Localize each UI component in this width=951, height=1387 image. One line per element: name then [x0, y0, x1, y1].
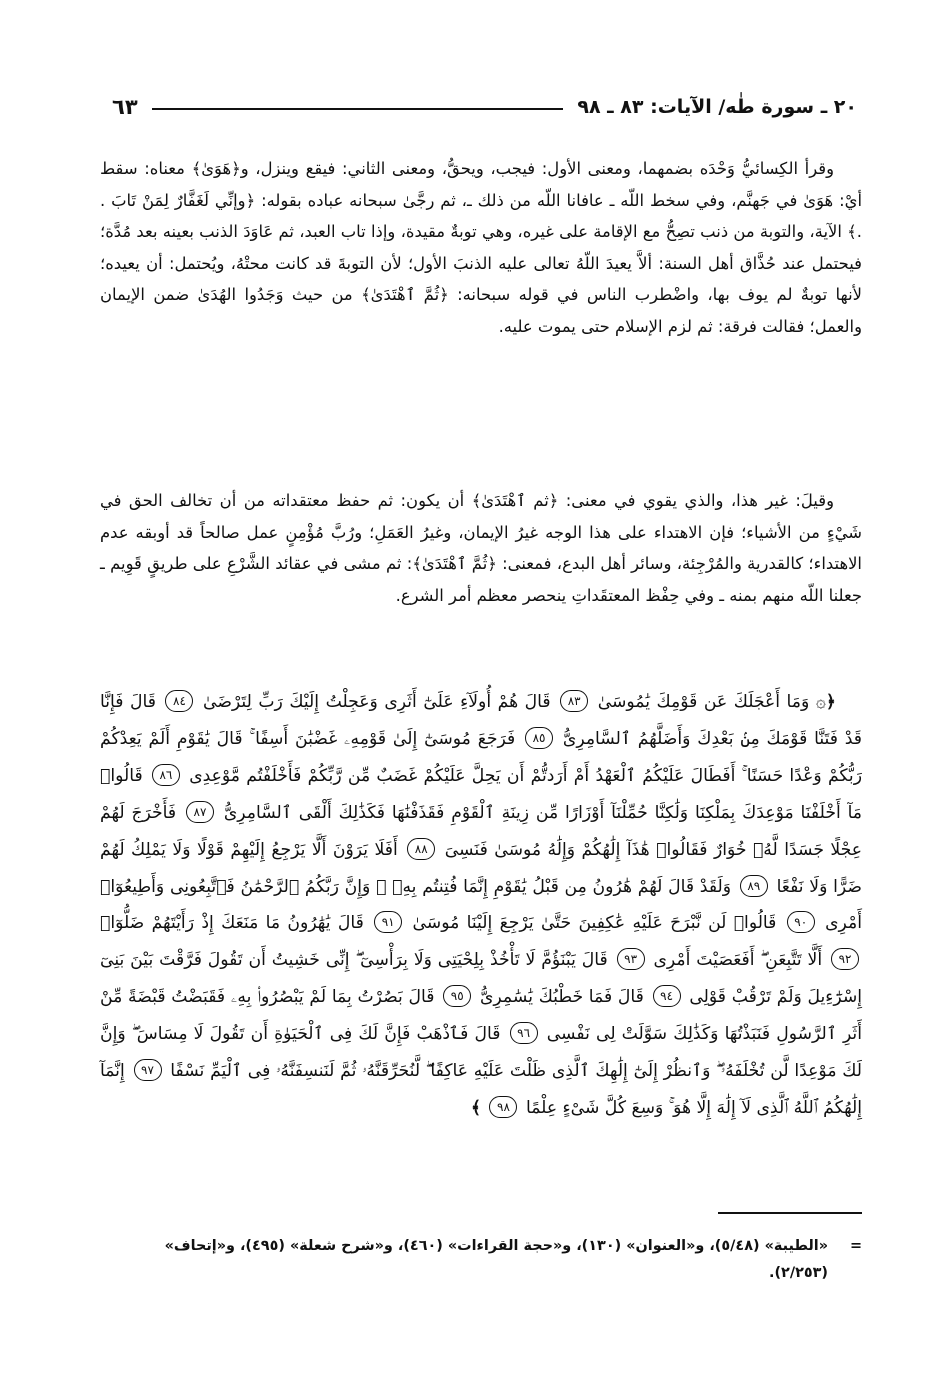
ayah-text: أَلَّا تَتَّبِعَنِ ۖ أَفَعَصَيْتَ أَمْرِى	[653, 950, 823, 971]
ayah-text: قَالَ فَٱذْهَبْ فَإِنَّ لَكَ فِى ٱلْحَيَوٰةِ أَن تَقُولَ لَا مِسَاسَ ۖ وَإِنَّ لَكَ مَوْعِدًا لَّن تُخْلَفَهُۥ ۖ وَٱنظُرْ إِلَىٰٓ إِلَٰهِكَ ٱلَّذِى ظَلْتَ عَلَيْهِ عَاكِفًا ۖ لَّنُحَرِّقَنَّهُۥ ثُمَّ لَنَنسِفَنَّهُۥ فِى ٱلْيَمِّ نَسْفًا	[100, 1024, 863, 1082]
header-rule	[152, 108, 564, 110]
ayah-text: قَالَ فَإِنَّا قَدْ فَتَنَّا قَوْمَكَ مِنۢ بَعْدِكَ وَأَضَلَّهُمُ ٱلسَّامِرِىُّ	[100, 692, 863, 749]
quran-verses	[100, 684, 862, 1127]
ayah-number-marker: ٩٢	[831, 948, 859, 970]
footnote-line-1: «الطيبة» (٥/٤٨)، و«العنوان» (١٣٠)، و«حجة القراءات» (٤٦٠)، و«شرح شعلة» (٤٩٥)، و«إتحاف»	[164, 1238, 828, 1254]
ayah-text: ۞ وَمَا أَعْجَلَكَ عَن قَوْمِكَ يَٰمُوسَىٰ	[597, 692, 826, 712]
ayah-text: فَرَجَعَ مُوسَىٰٓ إِلَىٰ قَوْمِهِۦ غَضْبَٰنَ أَسِفًا ۚ قَالَ يَٰقَوْمِ أَلَمْ يَعِدْكُمْ رَبُّكُمْ وَعْدًا حَسَنًا ۚ أَفَطَالَ عَلَيْكُمُ ٱلْعَهْدُ أَمْ أَرَدتُّمْ أَن يَحِلَّ عَلَيْكُمْ غَضَبٌ مِّن رَّبِّكُمْ فَأَخْلَفْتُم مَّوْعِدِى	[100, 728, 862, 786]
ayah-text: إِنَّمَآ إِلَٰهُكُمُ ٱللَّهُ ٱلَّذِى لَآ إِلَٰهَ إِلَّا هُوَ ۚ وَسِعَ كُلَّ شَىْءٍ عِلْمًا	[100, 1061, 862, 1118]
ayah-number-marker: ٩٣	[617, 948, 645, 970]
ayah-number-marker: ٨٨	[407, 838, 435, 860]
ayah-number-marker: ٨٧	[186, 801, 214, 823]
ayah-text: قَالَ يَبْنَؤُمَّ لَا تَأْخُذْ بِلِحْيَتِى وَلَا بِرَأْسِىٓ ۖ إِنِّى خَشِيتُ أَن تَقُولَ فَرَّقْتَ بَيْنَ بَنِىٓ إِسْرَٰٓءِيلَ وَلَمْ تَرْقُبْ قَوْلِى	[100, 950, 863, 1008]
ayah-text: قَالَ بَصُرْتُ بِمَا لَمْ يَبْصُرُوا۟ بِهِۦ فَقَبَضْتُ قَبْضَةً مِّنْ أَثَرِ ٱلرَّسُولِ فَنَبَذْتُهَا وَكَذَٰلِكَ سَوَّلَتْ لِى نَفْسِى	[100, 987, 862, 1045]
ayah-number-marker: ٩٤	[653, 985, 681, 1007]
ayah-number-marker: ٨٥	[525, 727, 553, 749]
ayah-number-marker: ٨٩	[740, 875, 768, 897]
ayah-text: قَالَ يَٰهَٰرُونُ مَا مَنَعَكَ إِذْ رَأَيْتَهُمْ ضَلُّوٓا۟	[100, 913, 364, 934]
running-header	[112, 92, 857, 122]
quran-close-bracket: ﴾	[470, 1097, 482, 1118]
page-number: ٦٣	[112, 95, 138, 119]
quran-verses-block	[100, 684, 862, 1127]
footnote	[100, 1233, 862, 1287]
paragraph-text: وقيلَ: غير هذا، والذي يقوي في معنى: ﴿ثم ٱهْتَدَىٰ﴾ أن يكون: ثم حفظ معتقداته من أن تخالف الحق في شَيْءٍ من الأشياء؛ فإن الاهتداء على هذا الوجه غيرُ الإيمان، وغيرُ العَمَلِ؛ ورُبَّ مُؤْمِنٍ عمل صالحاً قد أوبقه عدم الاهتداء؛ كالقدرية والمُرْجِئة، وسائر أهل البدع، فمعنى: ﴿ثُمَّ ٱهْتَدَىٰ﴾: ثم مشى في عقائد الشَّرْعِ على طريقٍ قَوِيم ـ جعلنا اللّه منهم بمنه ـ وفي حِفْظ المعتقَداتِ ينحصر معظم أمر الشرع.	[100, 491, 862, 605]
ayah-number-marker: ٨٦	[152, 764, 180, 786]
ayah-text: فَأَخْرَجَ لَهُمْ عِجْلًا جَسَدًا لَّهُۥ خُوَارٌ فَقَالُوا۟ هَٰذَآ إِلَٰهُكُمْ وَإِلَٰهُ مُوسَىٰ فَنَسِىَ	[100, 802, 863, 860]
paragraph-text: وقرأ الكِسائيُّ وَحْدَه بضمهما، ومعنى الأول: فيجب، ويحقُّ، ومعنى الثاني: فيقع وينزل، و﴿هَوَىٰ﴾ معناه: سقط أيْ: هَوَىٰ في جَهنَّم، وفي سخط اللّه ـ عافانا اللّه من ذلك ـ، ثم رجَّىٰ سبحانه عباده بقوله: ﴿وإنِّي لَغَفَّارٌ لِمَنْ تَابَ . .﴾ الآية، والتوبة من ذنب تصِحُّ مع الإقامة على غيره، وهي توبةٌ مقيدة، وإذا تاب العبد، ثم عَاوَدَ الذنب بعينه بعد مُدَّة؛ فيحتمل عند حُذَّاق أهل السنة: ألاَّ يعيدَ اللّهُ تعالى عليه الذنبَ الأول؛ لأن التوبةَ قد كانت محتْهُ، ويُحتمل: أن يعيده؛ لأنها توبةٌ لم يوف بها، واضْطرب الناس في قوله سبحانه: ﴿ثُمَّ ٱهْتَدَىٰ﴾ من حيث وَجَدُوا الهُدَىٰ ضمن الإيمان والعمل؛ فقالت فرقة: ثم لزم الإسلام حتى يموت عليه.	[100, 159, 862, 336]
commentary-paragraph-2	[100, 485, 862, 611]
footnote-continuation-marker: =	[849, 1238, 862, 1254]
ayah-text: قَالَ فَمَا خَطْبُكَ يَٰسَٰمِرِىُّ	[479, 987, 644, 1008]
ayah-number-marker: ٨٤	[165, 690, 193, 712]
footnote-line-2: (٢/٢٥٣).	[768, 1265, 828, 1281]
header-title: ٢٠ ـ سورة طٰه/ الآيات: ٨٣ ـ ٩٨	[577, 96, 857, 118]
ayah-number-marker: ٩٠	[787, 911, 815, 933]
ayah-text: قَالُوا۟ مَآ أَخْلَفْنَا مَوْعِدَكَ بِمَلْكِنَا وَلَٰكِنَّا حُمِّلْنَآ أَوْزَارًا مِّن زِينَةِ ٱلْقَوْمِ فَقَذَفْنَٰهَا فَكَذَٰلِكَ أَلْقَى ٱلسَّامِرِىُّ	[100, 765, 863, 823]
quran-open-bracket: ﴿	[825, 692, 836, 712]
commentary-paragraph-1	[100, 153, 862, 342]
ayah-number-marker: ٩٥	[443, 985, 471, 1007]
ayah-text: أَفَلَا يَرَوْنَ أَلَّا يَرْجِعُ إِلَيْهِمْ قَوْلًا وَلَا يَمْلِكُ لَهُمْ ضَرًّا وَلَا نَفْعًا	[100, 839, 863, 897]
ayah-text: قَالَ هُمْ أُولَآءِ عَلَىٰٓ أَثَرِى وَعَجِلْتُ إِلَيْكَ رَبِّ لِتَرْضَىٰ	[203, 692, 551, 712]
ayah-number-marker: ٩٨	[489, 1096, 517, 1118]
ayah-text: قَالُوا۟ لَن نَّبْرَحَ عَلَيْهِ عَٰكِفِينَ حَتَّىٰ يَرْجِعَ إِلَيْنَا مُوسَىٰ	[412, 913, 777, 934]
ayah-number-marker: ٨٣	[560, 690, 588, 712]
ayah-number-marker: ٩٦	[510, 1022, 538, 1044]
footnote-divider	[718, 1212, 862, 1214]
ayah-text: وَلَقَدْ قَالَ لَهُمْ هَٰرُونُ مِن قَبْلُ يَٰقَوْمِ إِنَّمَا فُتِنتُم بِهِۦ ۖ وَإِنَّ رَبَّكُمُ ٱلرَّحْمَٰنُ فَٱتَّبِعُونِى وَأَطِيعُوٓا۟ أَمْرِى	[100, 876, 862, 934]
ayah-number-marker: ٩١	[374, 911, 402, 933]
ayah-number-marker: ٩٧	[134, 1059, 162, 1081]
